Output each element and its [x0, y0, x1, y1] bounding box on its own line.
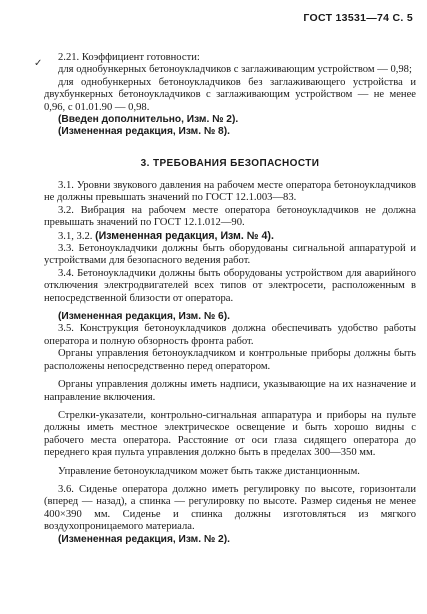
- clause-3-3: 3.3. Бетоноукладчики должны быть оборудованы сигнальной аппаратурой и устройствами для безопасного ведения работ.: [44, 243, 416, 267]
- readiness-block: [44, 52, 416, 139]
- labels-paragraph: Органы управления должны иметь надписи, указывающие на их назначение и направление включения.: [44, 379, 416, 403]
- clause-3-4: 3.4. Бетоноукладчики должны быть оборудованы устройством для аварийного отключения электродвигателей всех типов от электросети, расположенным в непосредственной близости от оператора.: [44, 267, 416, 304]
- amendment-note: (Измененная редакция, Изм. № 8).: [58, 126, 230, 138]
- page-header: ГОСТ 13531—74 С. 5: [303, 12, 413, 24]
- clause-3-2: 3.2. Вибрация на рабочем месте оператора бетоноукладчиков не должна превышать значений по ГОСТ 12.1.012—90.: [44, 204, 416, 229]
- clause-2-21-double: для однобункерных бетоноукладчиков без заглаживающего устройства и двухбункерных бетоноукладчиков с заглаживающим устройством — не менее 0,96, с 01.01.90 — 0,98.: [44, 76, 416, 113]
- clause-3-1: 3.1. Уровни звукового давления на рабочем месте оператора бетоноукладчиков не должны превышать значений по ГОСТ 12.1.003—83.: [44, 180, 416, 204]
- clause-2-21-single: для однобункерных бетоноукладчиков с заглаживающим устройством — 0,98;: [58, 64, 412, 76]
- amendment-note: (Измененная редакция, Изм. № 4).: [95, 229, 274, 242]
- clause-ref: 3.1, 3.2.: [58, 230, 93, 242]
- controls-paragraph: Органы управления бетоноукладчиком и контрольные приборы должны быть расположены непосредственно перед оператором.: [44, 348, 416, 372]
- indicators-paragraph: Стрелки-указатели, контрольно-сигнальная аппаратура и приборы на пульте должны иметь местное электрическое освещение и быть хорошо видны с рабочего места оператора. Расстояние от оси глаза сидящего оператора до переднего края пульта управления должно быть в пределах 300—350 мм.: [44, 409, 416, 459]
- clause-3-5: 3.5. Конструкция бетоноукладчиков должна обеспечивать удобство работы оператора и полную обзорность фронта работ.: [44, 323, 416, 347]
- margin-mark: ✓: [34, 58, 43, 69]
- section-title: 3. ТРЕБОВАНИЯ БЕЗОПАСНОСТИ: [140, 158, 320, 169]
- remote-control-paragraph: Управление бетоноукладчиком может быть также дистанционным.: [58, 465, 360, 477]
- clause-2-21: 2.21. Коэффициент готовности:: [58, 52, 200, 63]
- amendment-note: (Измененная редакция, Изм. № 6).: [58, 311, 230, 323]
- amendment-note: (Введен дополнительно, Изм. № 2).: [58, 114, 239, 126]
- amendment-note: (Измененная редакция, Изм. № 2).: [58, 533, 230, 545]
- clause-3-1-3-2-edit: [44, 230, 416, 243]
- clause-3-6: 3.6. Сиденье оператора должно иметь регулировку по высоте, горизонтали (вперед — назад), а спинка — регулировку по высоте. Размер сиденья не менее 400×390 мм. Сиденье и спинка должны изготовляться из мягкого воздухопроницаемого материала.: [44, 483, 416, 533]
- safety-block: [44, 180, 416, 546]
